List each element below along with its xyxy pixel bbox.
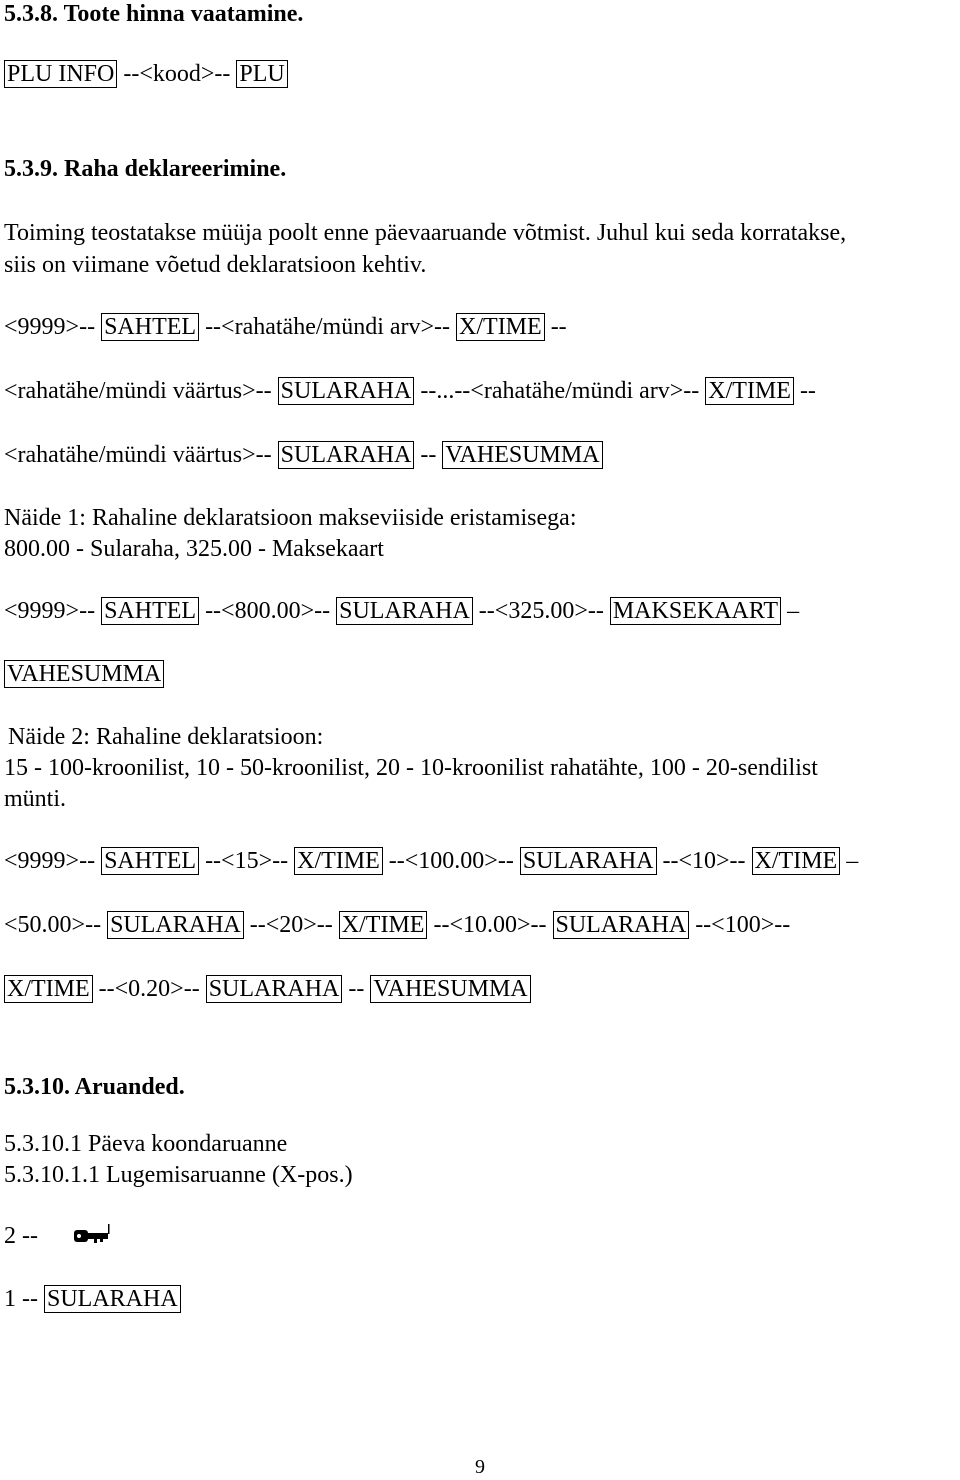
example-1-seq-1 xyxy=(4,597,799,625)
example-2-seq-1 xyxy=(4,847,858,875)
seq-text: <rahatähe/mündi väärtus>-- xyxy=(4,442,278,468)
key-x-time: X/TIME xyxy=(4,975,93,1003)
key-x-time: X/TIME xyxy=(752,847,841,875)
key-sularaha: SULARAHA xyxy=(206,975,343,1003)
seq-text: <rahatähe/mündi väärtus>-- xyxy=(4,378,278,404)
example-1-seq-2 xyxy=(4,660,164,688)
key-vahesumma: VAHESUMMA xyxy=(442,441,602,469)
subheading-5-3-10-1: 5.3.10.1 Päeva koondaruanne xyxy=(4,1131,288,1157)
key-vahesumma: VAHESUMMA xyxy=(4,660,164,688)
key-plu-info: PLU INFO xyxy=(4,60,117,88)
seq-text: --<100>-- xyxy=(689,912,791,938)
seq-text: – xyxy=(781,598,800,624)
key-sularaha: SULARAHA xyxy=(336,597,473,625)
key-x-time: X/TIME xyxy=(456,313,545,341)
example-1-title: Näide 1: Rahaline deklaratsioon makseviiside eristamisega: xyxy=(4,505,577,531)
seq-text: -- xyxy=(793,378,816,404)
paragraph-line-1: Toiming teostatakse müüja poolt enne päevaaruande võtmist. Juhul kui seda korratakse, xyxy=(4,220,847,246)
heading-5-3-8: 5.3.8. Toote hinna vaatamine. xyxy=(4,1,304,27)
example-1-desc: 800.00 - Sularaha, 325.00 - Maksekaart xyxy=(4,536,384,562)
example-2-desc-1: 15 - 100-kroonilist, 10 - 50-kroonilist, 20 - 10-kroonilist rahatähte, 100 - 20-sendilist xyxy=(4,755,818,781)
step-2 xyxy=(4,1222,112,1253)
key-sularaha: SULARAHA xyxy=(553,911,690,939)
key-x-time: X/TIME xyxy=(705,377,794,405)
key-sahtel: SAHTEL xyxy=(101,313,199,341)
seq-text: <50.00>-- xyxy=(4,912,108,938)
seq-text: -- xyxy=(544,314,567,340)
example-2-seq-3 xyxy=(4,975,531,1003)
seq-text: --<800.00>-- xyxy=(199,598,337,624)
key-maksekaart: MAKSEKAART xyxy=(610,597,781,625)
seq-declare-2 xyxy=(4,377,816,405)
step-2-prefix: 2 -- xyxy=(4,1223,38,1250)
key-vahesumma: VAHESUMMA xyxy=(370,975,530,1003)
example-2-title: Näide 2: Rahaline deklaratsioon: xyxy=(8,724,324,750)
page-number: 9 xyxy=(475,1456,485,1478)
subheading-5-3-10-1-1: 5.3.10.1.1 Lugemisaruanne (X-pos.) xyxy=(4,1162,353,1188)
seq-text: --<10.00>-- xyxy=(427,912,553,938)
seq-text: --<10>-- xyxy=(656,848,752,874)
seq-text: -- xyxy=(342,976,371,1002)
key-sularaha: SULARAHA xyxy=(278,377,415,405)
seq-text: --<100.00>-- xyxy=(382,848,520,874)
seq-text: <9999>-- xyxy=(4,598,102,624)
paragraph-line-2: siis on viimane võetud deklaratsioon kehtiv. xyxy=(4,252,427,278)
key-sularaha: SULARAHA xyxy=(520,847,657,875)
heading-5-3-9: 5.3.9. Raha deklareerimine. xyxy=(4,156,287,182)
seq-text: 1 -- xyxy=(4,1286,44,1312)
seq-plu-info xyxy=(4,60,288,88)
key-sahtel: SAHTEL xyxy=(101,597,199,625)
key-icon xyxy=(72,1222,112,1253)
key-plu: PLU xyxy=(236,60,287,88)
seq-text: --...--<rahatähe/mündi arv>-- xyxy=(414,378,706,404)
key-sularaha: SULARAHA xyxy=(44,1285,181,1313)
key-sularaha: SULARAHA xyxy=(107,911,244,939)
seq-text: --<0.20>-- xyxy=(92,976,206,1002)
key-x-time: X/TIME xyxy=(339,911,428,939)
seq-text: --<15>-- xyxy=(199,848,295,874)
step-1 xyxy=(4,1285,181,1313)
heading-5-3-10: 5.3.10. Aruanded. xyxy=(4,1074,185,1100)
seq-text: -- xyxy=(414,442,443,468)
key-sularaha: SULARAHA xyxy=(278,441,415,469)
seq-declare-3 xyxy=(4,441,603,469)
seq-text: --<20>-- xyxy=(243,912,339,938)
seq-text: <9999>-- xyxy=(4,848,102,874)
seq-text: --<325.00>-- xyxy=(472,598,610,624)
example-2-desc-2: münti. xyxy=(4,786,67,812)
seq-declare-1 xyxy=(4,313,567,341)
seq-text: – xyxy=(840,848,859,874)
key-sahtel: SAHTEL xyxy=(101,847,199,875)
seq-text: <9999>-- xyxy=(4,314,102,340)
seq-text: --<kood>-- xyxy=(117,61,237,87)
seq-text: --<rahatähe/mündi arv>-- xyxy=(199,314,457,340)
example-2-seq-2 xyxy=(4,911,790,939)
key-x-time: X/TIME xyxy=(294,847,383,875)
